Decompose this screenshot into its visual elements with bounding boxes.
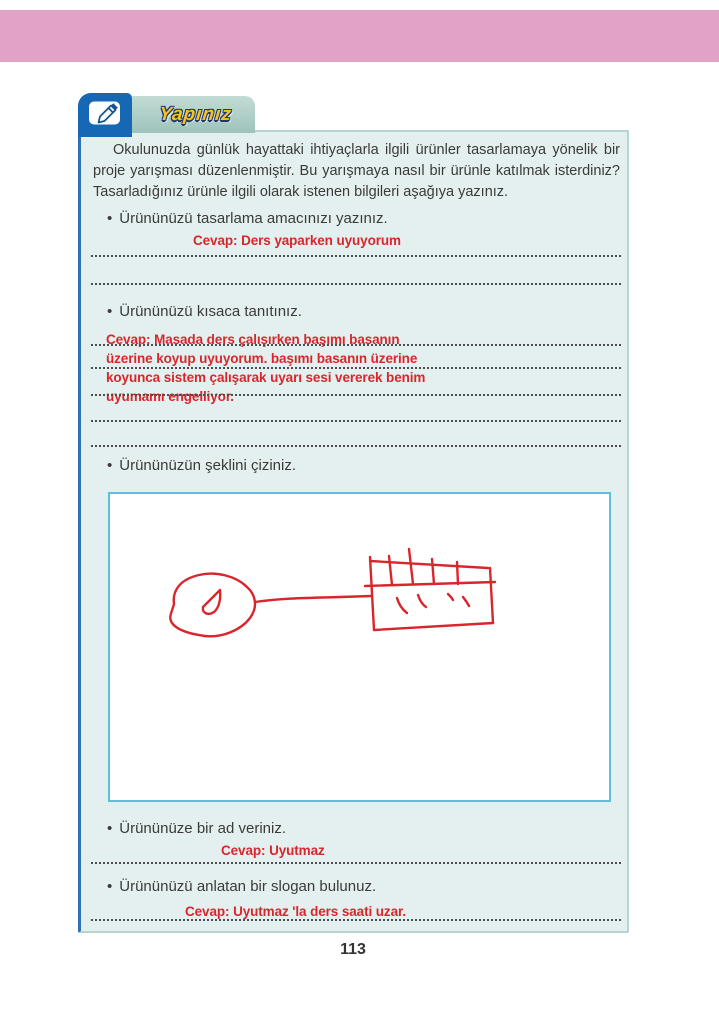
- drawing-area: [108, 492, 611, 802]
- answer-dotted-line: [91, 862, 621, 864]
- answer-slogan: Cevap: Uyutmaz 'la ders saati uzar.: [185, 904, 407, 919]
- notepad-pencil-icon: [87, 98, 123, 133]
- bullet-marker: •: [107, 303, 113, 320]
- answer-dotted-line: [91, 283, 621, 285]
- answer-product-name: Cevap: Uyutmaz: [221, 843, 325, 858]
- question-label: Ürününüzün şeklini çiziniz.: [119, 457, 297, 474]
- worksheet-panel: [78, 130, 629, 933]
- top-banner: [0, 10, 719, 62]
- activity-tab-label: Yapınız: [158, 103, 234, 125]
- answer-purpose: Cevap: Ders yaparken uyuyorum: [193, 233, 401, 248]
- page-number: 113: [340, 941, 366, 958]
- question-label: Ürününüze bir ad veriniz.: [119, 820, 287, 837]
- answer-describe-line4: uyumamı engelliyor.: [106, 389, 234, 404]
- question-draw-shape: [107, 457, 296, 474]
- bullet-marker: •: [107, 820, 113, 837]
- bullet-marker: •: [107, 210, 113, 227]
- bullet-marker: •: [107, 457, 113, 474]
- answer-describe-line2: üzerine koyup uyuyorum. başımı basanın üzerine: [106, 351, 418, 366]
- activity-tab: [122, 96, 255, 133]
- intro-paragraph: Okulunuzda günlük hayattaki ihtiyaçlarla ilgili ürünler tasarlamaya yönelik bir proje yarışması düzenlenmiştir. Bu yarışmaya nasıl bir ürünle katılmak isterdiniz? Tasarladığınız ürünle ilgili olarak istenen bilgileri aşağıya yazınız.: [93, 142, 620, 200]
- activity-icon-tab: [78, 93, 132, 137]
- question-label: Ürününüzü anlatan bir slogan bulunuz.: [119, 878, 377, 895]
- question-label: Ürününüzü tasarlama amacınızı yazınız.: [119, 210, 388, 227]
- product-sketch: [110, 494, 609, 800]
- question-label: Ürününüzü kısaca tanıtınız.: [119, 303, 302, 320]
- question-slogan: [107, 878, 376, 895]
- answer-dotted-line: [91, 344, 621, 346]
- answer-dotted-line: [91, 367, 621, 369]
- answer-dotted-line: [91, 919, 621, 921]
- answer-dotted-line: [91, 445, 621, 447]
- question-design-purpose: [107, 210, 388, 227]
- answer-dotted-line: [91, 394, 621, 396]
- bullet-marker: •: [107, 878, 113, 895]
- answer-dotted-line: [91, 255, 621, 257]
- question-describe-product: [107, 303, 302, 320]
- question-product-name: [107, 820, 286, 837]
- answer-describe-line3: koyunca sistem çalışarak uyarı sesi vererek benim: [106, 370, 426, 385]
- answer-dotted-line: [91, 420, 621, 422]
- answer-describe-line1: Cevap: Masada ders çalışırken başımı basanın: [106, 332, 400, 347]
